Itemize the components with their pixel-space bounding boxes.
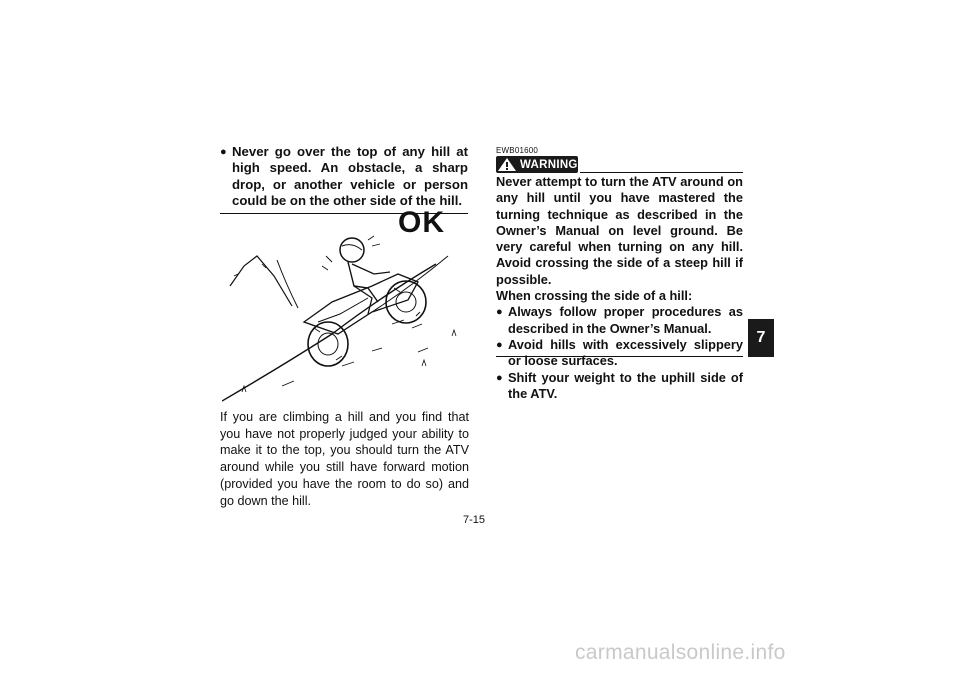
bullet-dot-icon: ● [496,371,503,384]
warning-body [496,174,743,402]
warning-bullet [496,337,743,370]
watermark: carmanualsonline.info [575,641,786,664]
ok-label: OK [398,206,445,239]
climbing-paragraph: If you are climbing a hill and you find that you have not properly judged your ability to make it to the top, you should turn the ATV around while you still have forward motion (provided you have the room to do so) and go down the hill. [220,410,469,508]
warning-triangle-icon [496,156,518,173]
warning-bullet [496,370,743,403]
chapter-tab: 7 [748,319,774,357]
warning-header [496,156,578,173]
warning-label: WARNING [520,158,578,171]
bullet-text: Never go over the top of any hill at high speed. An obstacle, a sharp drop, or another vehicle or person could be on the other side of the hill. [232,144,468,209]
warning-text: Never attempt to turn the ATV around on any hill until you have mastered the turning technique as described in the Owner’s Manual on level ground. Be very careful when turning on any hill. Avoid crossing the side of a steep hill if possible. [496,174,743,287]
warning-subheading: When crossing the side of a hill: [496,288,693,304]
warning-bullet-text: Always follow proper procedures as described in the Owner’s Manual. [508,304,743,336]
warning-bullet [496,304,743,337]
warning-header-rule [580,172,743,173]
warning-code: EWB01600 [496,146,539,155]
atv-hill-climb-illustration [222,216,468,404]
warning-bullet-text: Avoid hills with excessively slippery or loose surfaces. [508,336,743,369]
hill-top-bullet [220,144,468,210]
page-number: 7-15 [463,514,486,526]
bullet-dot-icon: ● [220,146,227,158]
bullet-dot-icon: ● [496,306,503,319]
warning-bullet-text: Shift your weight to the uphill side of the ATV. [508,369,743,401]
bullet-dot-icon: ● [496,338,503,351]
warning-bottom-rule [496,356,743,357]
